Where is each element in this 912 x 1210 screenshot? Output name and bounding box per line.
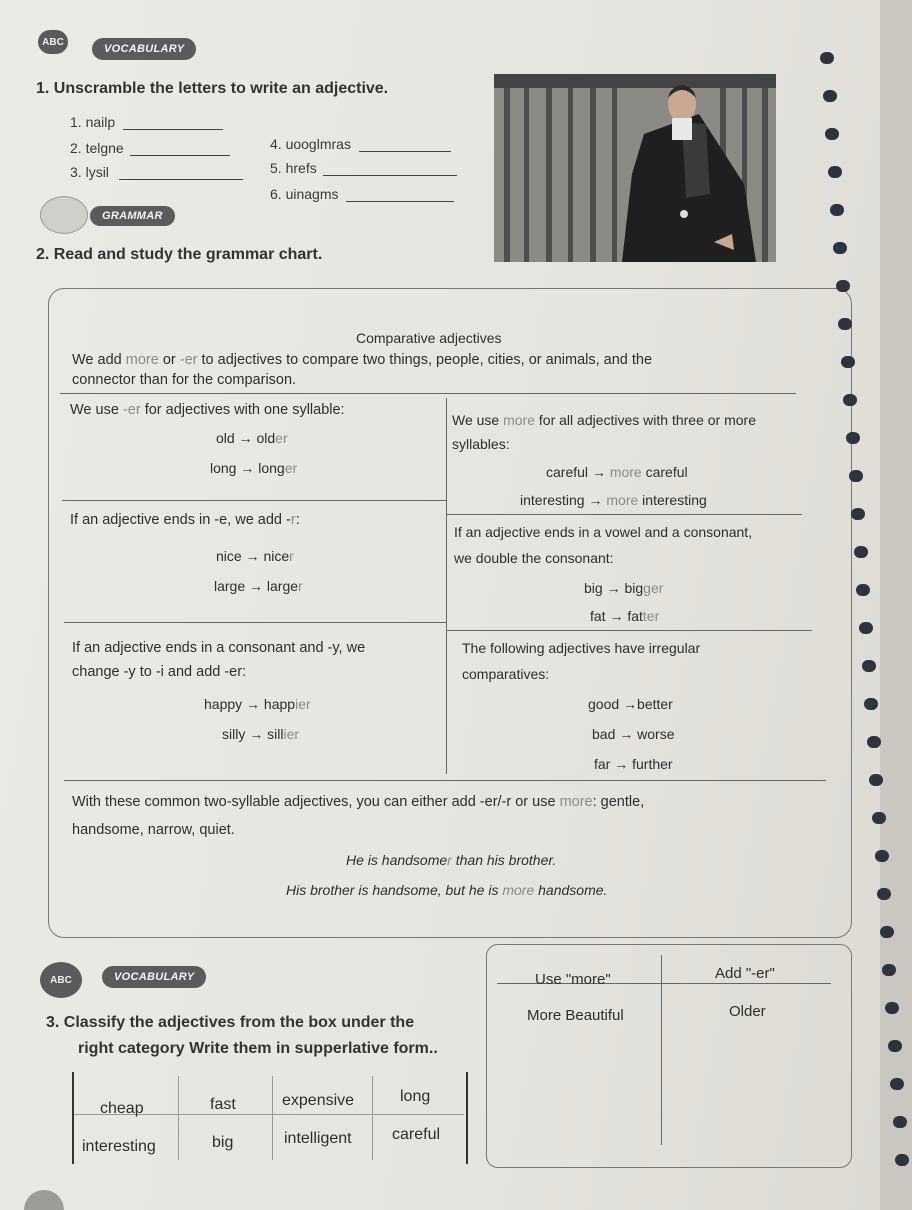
rule-three-syllables-line2: syllables: (452, 436, 510, 452)
column-divider (446, 398, 447, 774)
word-chip[interactable]: fast (210, 1096, 236, 1113)
binding-ring-icon (854, 546, 868, 558)
answer-blank[interactable] (123, 115, 223, 130)
man-in-coat-illustration (494, 74, 776, 262)
suffix: r (298, 578, 303, 594)
text: nice → nice (216, 548, 290, 564)
binding-ring-icon (862, 660, 876, 672)
exercise3-title-line2: right category Write them in supperlative form.. (78, 1040, 438, 1057)
text: If an adjective ends in -e, we add - (70, 512, 291, 528)
chart-intro (72, 352, 652, 368)
text: handsome. (534, 882, 608, 898)
chart-title: Comparative adjectives (356, 330, 502, 346)
answer-blank[interactable] (130, 141, 230, 156)
binding-ring-icon (885, 1002, 899, 1014)
text: large → large (214, 578, 299, 594)
binding-ring-icon (825, 128, 839, 140)
binding-ring-icon (864, 698, 878, 710)
divider (372, 1076, 373, 1160)
vocabulary-label: VOCABULARY (102, 966, 206, 988)
binding-ring-icon (851, 508, 865, 520)
suffix: r (289, 548, 294, 564)
man-in-coat-photo (494, 74, 776, 262)
column-divider (661, 955, 662, 1145)
highlight-more: more (609, 464, 642, 480)
two-syllable-note (72, 794, 644, 810)
text: : gentle, (592, 794, 645, 810)
suffix: r (447, 852, 452, 868)
text: His brother is handsome, but he is (286, 882, 503, 898)
rule-three-syllables (452, 412, 756, 428)
highlight-more: more (503, 412, 536, 428)
divider (272, 1076, 273, 1160)
example-sentence-2 (286, 882, 607, 898)
binding-ring-icon (828, 166, 842, 178)
exercise3-title: 3. Classify the adjectives from the box under the (46, 1014, 415, 1031)
vocabulary-label: VOCABULARY (92, 38, 196, 60)
highlight-more: more (502, 882, 535, 898)
binding-ring-icon (836, 280, 850, 292)
divider (62, 500, 446, 501)
highlight-more: more (606, 492, 639, 508)
scrambled-word: uooglmras (285, 136, 351, 152)
rule-irregular: The following adjectives have irregular (462, 640, 701, 656)
text: careful → (546, 464, 610, 480)
binding-ring-icon (856, 584, 870, 596)
abc-badge-text: ABC (42, 36, 64, 48)
example-older: Older (729, 1003, 766, 1020)
example-more-beautiful: More Beautiful (527, 1007, 624, 1024)
abc-badge-text: ABC (50, 974, 72, 986)
example-good: good →better (588, 696, 673, 712)
scrambled-word: nailp (85, 114, 116, 130)
text: long → long (210, 460, 285, 476)
two-syllable-note-line2: handsome, narrow, quiet. (72, 822, 235, 838)
item-number: 3. (70, 164, 82, 180)
text: fat → fat (590, 608, 643, 624)
scrambled-word: uinagms (285, 186, 339, 202)
text: for all adjectives with three or more (535, 412, 756, 428)
example-careful (546, 464, 688, 480)
text: We add (72, 352, 126, 368)
item-number: 4. (270, 136, 282, 152)
binding-ring-icon (833, 242, 847, 254)
text: interesting → (520, 492, 607, 508)
binding-ring-icon (890, 1078, 904, 1090)
text: for adjectives with one syllable: (140, 402, 345, 418)
example-large (214, 578, 303, 594)
example-sentence-1 (346, 852, 556, 868)
text: big → big (584, 580, 644, 596)
text: interesting (638, 492, 707, 508)
grammar-icon (40, 196, 88, 234)
divider (64, 780, 826, 781)
column-header-more: Use "more" (535, 971, 611, 988)
binding-ring-icon (820, 52, 834, 64)
scramble-item-5 (270, 160, 457, 176)
scramble-item-4 (270, 136, 451, 152)
example-fat (590, 608, 659, 624)
example-silly (222, 726, 299, 742)
suffix: ter (642, 608, 660, 624)
rule-irregular-line2: comparatives: (462, 666, 550, 682)
binding-ring-icon (843, 394, 857, 406)
scramble-item-1 (70, 114, 223, 130)
text: old → old (216, 430, 276, 446)
item-number: 1. (70, 114, 82, 130)
word-chip[interactable]: big (212, 1134, 234, 1151)
binding-ring-icon (846, 432, 860, 444)
text: happy → happ (204, 696, 296, 712)
chart-intro-line2: connector than for the comparison. (72, 372, 297, 388)
scramble-item-3 (70, 164, 243, 180)
spiral-binding (880, 0, 912, 1210)
text: or (158, 352, 180, 368)
binding-ring-icon (895, 1154, 909, 1166)
example-old (216, 430, 288, 446)
binding-ring-icon (882, 964, 896, 976)
page-corner-decoration (24, 1190, 64, 1210)
suffix: er (284, 460, 298, 476)
rule-ends-in-e (70, 512, 300, 528)
abc-badge-icon (38, 30, 68, 54)
scramble-item-2 (70, 140, 230, 156)
binding-ring-icon (869, 774, 883, 786)
text: : (295, 512, 300, 528)
binding-ring-icon (867, 736, 881, 748)
binding-ring-icon (893, 1116, 907, 1128)
binding-ring-icon (830, 204, 844, 216)
example-long (210, 460, 297, 476)
suffix: ier (283, 726, 300, 742)
highlight-er: -er (122, 402, 141, 418)
exercise2-title: 2. Read and study the grammar chart. (36, 246, 323, 263)
classification-table (486, 944, 852, 1168)
example-happy (204, 696, 311, 712)
highlight-more: more (125, 352, 159, 368)
divider (64, 622, 446, 623)
grammar-label: GRAMMAR (90, 206, 175, 226)
highlight-r: r (290, 512, 296, 528)
binding-ring-icon (880, 926, 894, 938)
text: We use (452, 412, 504, 428)
answer-blank[interactable] (359, 137, 451, 152)
highlight-er: -er (179, 352, 198, 368)
rule-vowel-consonant-line2: we double the consonant: (454, 550, 614, 566)
text: to adjectives to compare two things, people, cities, or animals, and the (197, 352, 653, 368)
answer-blank[interactable] (323, 161, 457, 176)
suffix: ger (643, 580, 664, 596)
word-chip[interactable]: expensive (282, 1092, 355, 1109)
rule-consonant-y-line2: change -y to -i and add -er: (72, 664, 247, 680)
column-header-er: Add "-er" (715, 965, 775, 982)
scrambled-word: telgne (85, 140, 124, 156)
binding-ring-icon (877, 888, 891, 900)
example-far: far → further (594, 756, 673, 772)
item-number: 5. (270, 160, 282, 176)
word-chip[interactable]: cheap (100, 1100, 144, 1117)
divider (178, 1076, 179, 1160)
word-chip[interactable]: interesting (82, 1138, 156, 1155)
exercise1-title: 1. Unscramble the letters to write an adjective. (36, 80, 389, 97)
scrambled-word: lysil (85, 164, 109, 180)
text: With these common two-syllable adjectives, you can either add -er/-r or use (72, 794, 560, 810)
text: We use (70, 402, 123, 418)
rule-vowel-consonant: If an adjective ends in a vowel and a consonant, (454, 524, 753, 540)
word-chip[interactable]: intelligent (284, 1130, 352, 1147)
binding-ring-icon (875, 850, 889, 862)
divider (446, 630, 812, 631)
word-chip[interactable]: careful (392, 1126, 441, 1143)
item-number: 2. (70, 140, 82, 156)
example-interesting (520, 492, 707, 508)
example-nice (216, 548, 294, 564)
text: He is handsome (346, 852, 448, 868)
abc-badge-icon (40, 962, 82, 998)
example-big (584, 580, 663, 596)
item-number: 6. (270, 186, 282, 202)
answer-blank[interactable] (346, 187, 454, 202)
text: silly → sill (222, 726, 284, 742)
divider (60, 393, 796, 394)
highlight-more: more (559, 794, 593, 810)
binding-ring-icon (872, 812, 886, 824)
answer-blank[interactable] (119, 165, 243, 180)
example-bad: bad → worse (592, 726, 675, 742)
binding-ring-icon (859, 622, 873, 634)
divider (446, 514, 802, 515)
binding-ring-icon (838, 318, 852, 330)
scramble-item-6 (270, 186, 454, 202)
word-chip[interactable]: long (400, 1088, 431, 1105)
scrambled-word: hrefs (285, 160, 317, 176)
text: careful (641, 464, 688, 480)
rule-consonant-y: If an adjective ends in a consonant and -y, we (72, 640, 366, 656)
binding-ring-icon (841, 356, 855, 368)
adjective-word-box (72, 1072, 468, 1164)
binding-ring-icon (888, 1040, 902, 1052)
suffix: er (275, 430, 288, 446)
suffix: ier (295, 696, 311, 712)
binding-ring-icon (823, 90, 837, 102)
text: than his brother. (451, 852, 557, 868)
rule-one-syllable (70, 402, 345, 418)
binding-ring-icon (849, 470, 863, 482)
